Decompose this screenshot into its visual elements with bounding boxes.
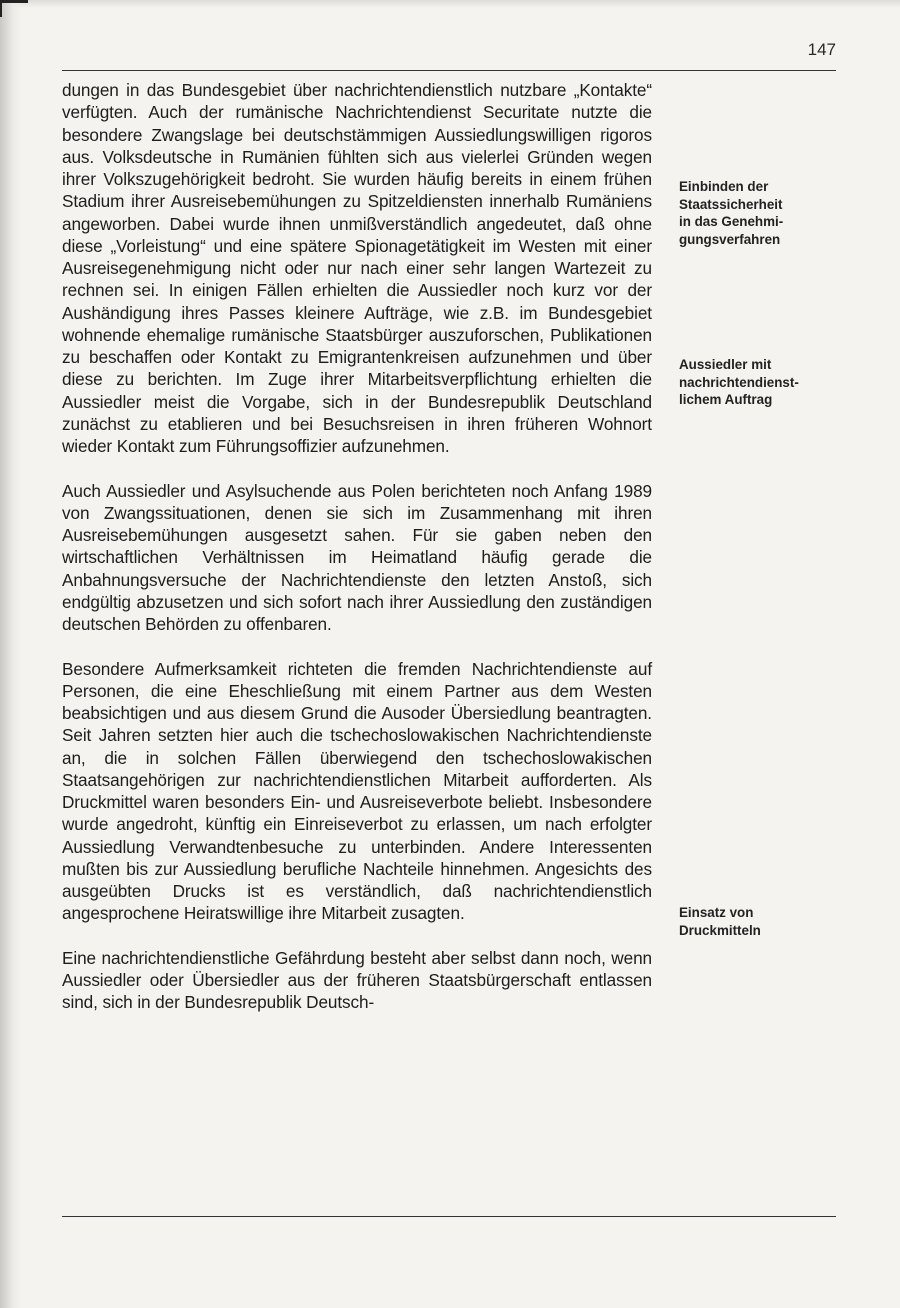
- margin-note-aussiedler-auftrag: Aussiedler mit nachrichtendienst- lichem Auftrag: [679, 357, 799, 407]
- page-top-shadow: [0, 0, 900, 8]
- main-text-column: [62, 79, 652, 1014]
- margin-note-genehmigungsverfahren: Einbinden der Staatssicherheit in das Genehmi- gungsverfahren: [679, 179, 784, 247]
- paragraph-3: Besondere Aufmerksamkeit richteten die fremden Nachrichtendienste auf Personen, die eine Eheschließung mit einem Partner aus dem Westen beabsichtigen und aus diesem Grund die Ausoder Übersiedlung beantragten. Seit Jahren setzten hier auch die tschechoslowakischen Nachrichtendienste an, die in solchen Fällen überwiegend den tschechoslowakischen Staatsangehörigen zur nachrichtendienstlichen Mitarbeit aufforderten. Als Druckmittel waren besonders Ein- und Ausreiseverbote beliebt. Insbesondere wurde angedroht, künftig ein Einreiseverbot zu erlassen, um nach erfolgter Aussiedlung Verwandtenbesuche zu unterbinden. Andere Interessenten mußten bis zur Aussiedlung berufliche Nachteile hinnehmen. Angesichts des ausgeübten Drucks ist es verständlich, daß nachrichtendienstlich angesprochene Heiratswillige ihre Mitarbeit zusagten.: [62, 658, 652, 924]
- paragraph-4: Eine nachrichtendienstliche Gefährdung besteht aber selbst dann noch, wenn Aussiedler oder Übersiedler aus der früheren Staatsbürgerschaft entlassen sind, sich in der Bundesrepublik Deutsch-: [62, 947, 652, 1013]
- header-rule: [62, 70, 836, 71]
- paragraph-1: dungen in das Bundesgebiet über nachrichtendienstlich nutzbare „Kontakte“ verfügten. Auch der rumänische Nachrichtendienst Securitate nutzte die besondere Zwangslage bei deutschstämmigen Aussiedlungswilligen rigoros aus. Volksdeutsche in Rumänien fühlten sich aus vielerlei Gründen wegen ihrer Volkszugehörigkeit bedroht. Sie wurden häufig bereits in einem frühen Stadium ihrer Ausreisebemühungen zu Spitzeldiensten innerhalb Rumäniens angeworben. Dabei wurde ihnen unmißverständlich angedeutet, daß ohne diese „Vorleistung“ und eine spätere Spionagetätigkeit im Westen mit einer Ausreisegenehmigung nicht oder nur nach einer sehr langen Wartezeit zu rechnen sei. In einigen Fällen erhielten die Aussiedler noch kurz vor der Aushändigung ihres Passes kleinere Aufträge, wie z.B. im Bundesgebiet wohnende ehemalige rumänische Staatsbürger auszuforschen, Publikationen zu beschaffen oder Kontakt zu Emigrantenkreisen aufzunehmen und über diese zu berichten. Im Zuge ihrer Mitarbeitsverpflichtung erhielten die Aussiedler meist die Vorgabe, sich in der Bundesrepublik Deutschland zunächst zu etablieren und bei Besuchsreisen in ihren früheren Wohnort wieder Kontakt zum Führungsoffizier aufzunehmen.: [62, 80, 652, 456]
- corner-crop-mark: [0, 0, 28, 17]
- page-left-shadow: [0, 0, 22, 1308]
- footer-rule: [62, 1216, 836, 1217]
- paragraph-2: Auch Aussiedler und Asylsuchende aus Polen berichteten noch Anfang 1989 von Zwangssituationen, denen sie sich im Zusammenhang mit ihren Ausreisebemühungen ausgesetzt sahen. Für sie gaben neben den wirtschaftlichen Verhältnissen im Heimatland häufig gerade die Anbahnungsversuche der Nachrichtendienste den letzten Anstoß, sich endgültig abzusetzen und sich sofort nach ihrer Aussiedlung den zuständigen deutschen Behörden zu offenbaren.: [62, 480, 652, 634]
- margin-note-druckmittel: Einsatz von Druckmitteln: [679, 905, 761, 938]
- page-number: 147: [807, 40, 836, 59]
